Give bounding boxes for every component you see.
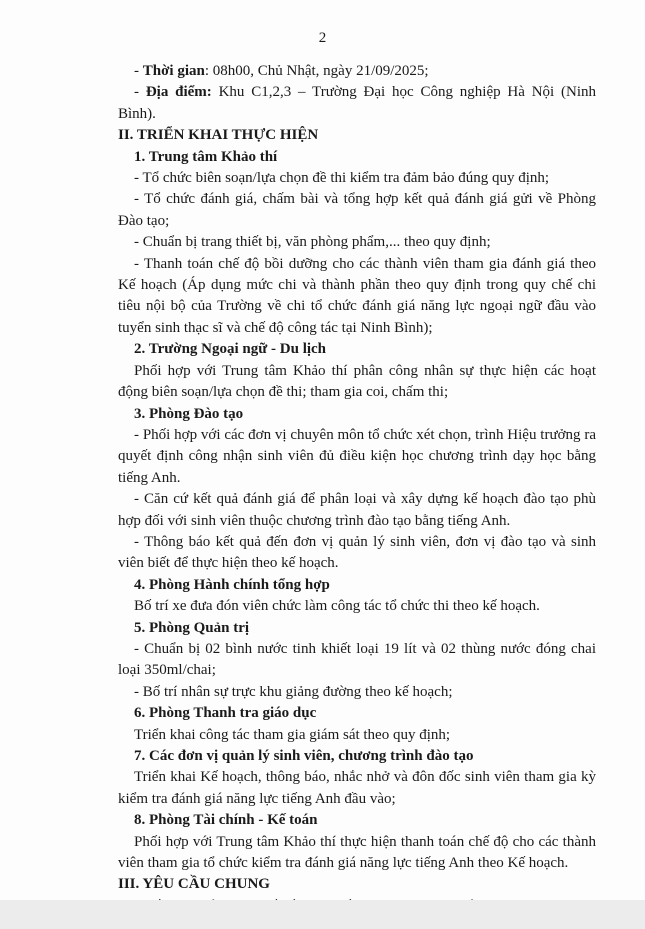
list-item: - Chuẩn bị 02 bình nước tinh khiết loại 19 lít và 02 thùng nước đóng chai loại 350ml/chai; bbox=[118, 640, 596, 679]
list-item: - Căn cứ kết quả đánh giá để phân loại và xây dựng kế hoạch đào tạo phù hợp đối với sinh viên thuộc chương trình đào tạo bằng tiếng Anh. bbox=[118, 491, 596, 529]
list-item: Triển khai Kế hoạch, thông báo, nhắc nhở và đôn đốc sinh viên tham gia kỳ kiểm tra đánh giá năng lực tiếng Anh đầu vào; bbox=[118, 769, 596, 807]
page-number: 2 bbox=[318, 30, 327, 46]
list-item: Phối hợp với Trung tâm Khảo thí thực hiện thanh toán chế độ cho các thành viên tham gia tổ chức kiểm tra đánh giá năng lực tiếng Anh theo Kế hoạch. bbox=[118, 833, 596, 872]
unit-heading: 5. Phòng Quản trị bbox=[134, 619, 250, 636]
unit-heading: 8. Phòng Tài chính - Kế toán bbox=[134, 812, 318, 829]
unit-heading: 7. Các đơn vị quản lý sinh viên, chương trình đào tạo bbox=[134, 748, 474, 764]
list-item: - Tổ chức biên soạn/lựa chọn đề thi kiểm tra đảm bảo đúng quy định; bbox=[134, 170, 550, 187]
place-value: Khu C1,2,3 – Trường Đại học Công nghiệp Hà Nội (Ninh Bình). bbox=[118, 84, 597, 122]
section-heading: II. TRIỂN KHAI THỰC HIỆN bbox=[118, 127, 319, 144]
unit-heading: 2. Trường Ngoại ngữ - Du lịch bbox=[134, 341, 327, 358]
time-line: - Thời gian: 08h00, Chủ Nhật, ngày 21/09/2025; bbox=[134, 63, 429, 79]
place-line: - Địa điểm: Khu C1,2,3 – Trường Đại học Công nghiệp Hà Nội (Ninh Bình). bbox=[118, 84, 597, 122]
list-item: - Thanh toán chế độ bồi dưỡng cho các thành viên tham gia đánh giá theo Kế hoạch (Áp dụng mức chi và thành phần theo quy định trong quy chế chi tiêu nội bộ của Trường về chi tổ chức đánh giá năng lực ngoại ngữ đầu vào tuyển sinh thạc sĩ và chế độ công tác tại Ninh Bình); bbox=[118, 255, 596, 336]
time-label: Thời gian bbox=[142, 63, 205, 79]
list-item: - Bố trí nhân sự trực khu giảng đường theo kế hoạch; bbox=[134, 683, 453, 700]
unit-heading: 6. Phòng Thanh tra giáo dục bbox=[134, 705, 317, 722]
unit-heading: 3. Phòng Đào tạo bbox=[134, 405, 244, 422]
place-label: Địa điểm: bbox=[145, 84, 212, 101]
list-item: - Phối hợp với các đơn vị chuyên môn tổ chức xét chọn, trình Hiệu trưởng ra quyết định công nhận sinh viên đủ điều kiện học chương trình dạy học bằng tiếng Anh. bbox=[118, 426, 596, 486]
unit-heading: 4. Phòng Hành chính tổng hợp bbox=[134, 576, 330, 593]
list-item: Phối hợp với Trung tâm Khảo thí phân công nhân sự thực hiện các hoạt động biên soạn/lựa chọn đề thi; tham gia coi, chấm thi; bbox=[118, 362, 596, 401]
document-body bbox=[118, 61, 596, 917]
list-item: - Tổ chức đánh giá, chấm bài và tổng hợp kết quả đánh giá gửi về Phòng Đào tạo; bbox=[118, 191, 596, 229]
section-heading: III. YÊU CẦU CHUNG bbox=[118, 876, 270, 893]
unit-heading: 1. Trung tâm Khảo thí bbox=[134, 148, 278, 165]
time-value: : 08h00, Chủ Nhật, ngày 21/09/2025; bbox=[204, 63, 429, 79]
list-item: - Chuẩn bị trang thiết bị, văn phòng phẩm,... theo quy định; bbox=[134, 234, 491, 251]
list-item: Bố trí xe đưa đón viên chức làm công tác tổ chức thi theo kế hoạch. bbox=[134, 598, 540, 615]
list-item: - Thông báo kết quả đến đơn vị quản lý sinh viên, đơn vị đào tạo và sinh viên biết để thực hiện theo kế hoạch. bbox=[118, 533, 596, 572]
list-item: Triển khai công tác tham gia giám sát theo quy định; bbox=[134, 726, 451, 743]
bottom-bar bbox=[0, 900, 645, 929]
